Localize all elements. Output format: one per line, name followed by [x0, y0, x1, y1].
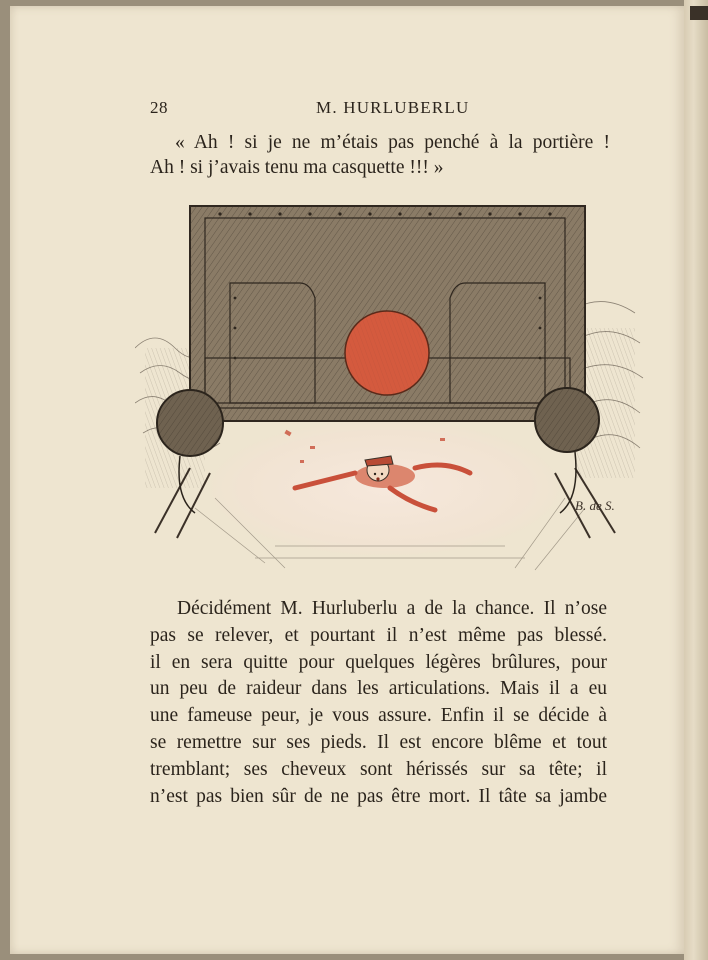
train-illustration [135, 198, 645, 573]
body-paragraph [150, 596, 607, 810]
illustrator-signature: B. de S. [575, 498, 615, 513]
body-line-4: un peu de raideur dans les articulations. Mais il a eu [150, 678, 607, 700]
running-head: M. HURLUBERLU [316, 98, 470, 117]
page-edge-marker [690, 6, 708, 20]
body-line-2: pas se relever, et pourtant il n’est même pas blessé. [150, 624, 607, 646]
body-line-1: Décidément M. Hurluberlu a de la chance. Il n’ose [177, 598, 607, 619]
adjacent-page-edge [684, 0, 708, 960]
body-line-6: se remettre sur ses pieds. Il est encore blême et tout [150, 731, 607, 753]
page-number: 28 [150, 98, 168, 117]
body-line-5: une fameuse peur, je vous assure. Enfin il se décide à [150, 705, 607, 727]
body-line-8: n’est pas bien sûr de ne pas être mort. Il tâte sa jambe [150, 785, 607, 807]
body-line-3: il en sera quitte pour quelques légères brûlures, pour [150, 651, 607, 673]
quote-line-2: Ah ! si j’avais tenu ma casquette !!! » [150, 157, 444, 178]
quote-line-1: « Ah ! si je ne m’étais pas penché à la portière ! [175, 132, 610, 153]
quote [150, 130, 610, 180]
body-line-7: tremblant; ses cheveux sont hérissés sur sa tête; il [150, 758, 607, 780]
